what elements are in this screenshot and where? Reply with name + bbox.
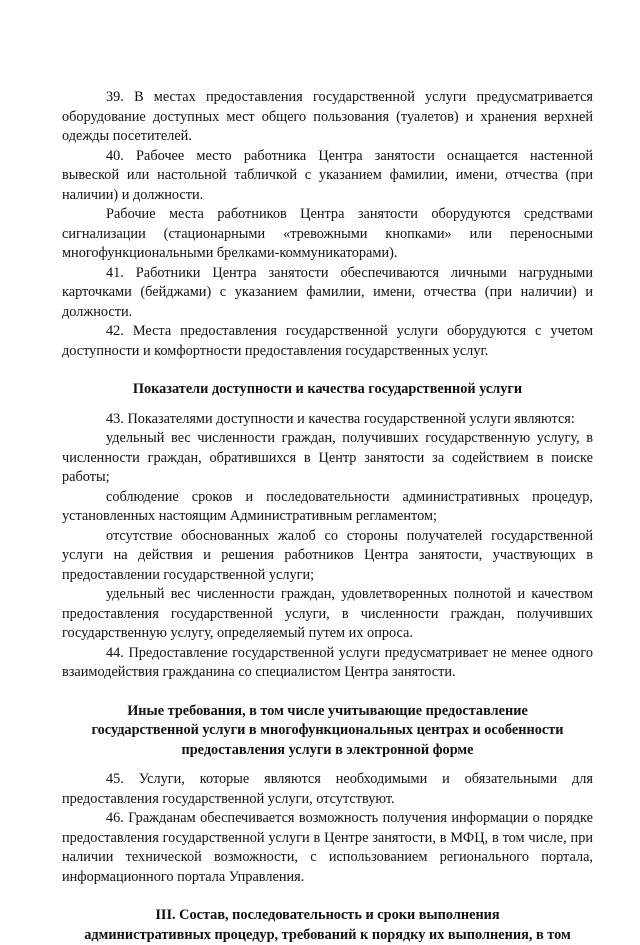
heading-line: административных процедур, требований к порядку их выполнения, в том (62, 926, 593, 945)
section-heading-accessibility: Показатели доступности и качества государственной услуги (62, 380, 593, 400)
paragraph-43-item-3: отсутствие обоснованных жалоб со стороны получателей государственной услуги на действия и решения работников Центра занятости, участвующих в предоставлении государственной услуги; (62, 527, 593, 586)
paragraph-41: 41. Работники Центра занятости обеспечиваются личными нагрудными карточками (бейджами) с указанием фамилии, имени, отчества (при наличии) и должности. (62, 264, 593, 323)
paragraph-45: 45. Услуги, которые являются необходимыми и обязательными для предоставления государственной услуги, отсутствуют. (62, 770, 593, 809)
paragraph-43-item-2: соблюдение сроков и последовательности административных процедур, установленных настоящим Административным регламентом; (62, 488, 593, 527)
paragraph-40-alarm: Рабочие места работников Центра занятости оборудуются средствами сигнализации (стационарными «тревожными кнопками» или переносными многофункциональными брелками-коммуникаторами). (62, 205, 593, 264)
section-heading-iii (62, 906, 593, 945)
paragraph-46: 46. Гражданам обеспечивается возможность получения информации о порядке предоставления государственной услуги в Центре занятости, в МФЦ, в том числе, при наличии технической возможности, с использованием регионального портала, информационного портала Управления. (62, 809, 593, 887)
paragraph-44: 44. Предоставление государственной услуги предусматривает не менее одного взаимодействия гражданина со специалистом Центра занятости. (62, 644, 593, 683)
heading-line: Иные требования, в том числе учитывающие предоставление (62, 702, 593, 722)
paragraph-39: 39. В местах предоставления государственной услуги предусматривается оборудование доступных мест общего пользования (туалетов) и хранения верхней одежды посетителей. (62, 88, 593, 147)
paragraph-43: 43. Показателями доступности и качества государственной услуги являются: (62, 410, 593, 430)
heading-line: государственной услуги в многофункциональных центрах и особенности (62, 721, 593, 741)
paragraph-42: 42. Места предоставления государственной услуги оборудуются с учетом доступности и комфортности предоставления государственных услуг. (62, 322, 593, 361)
heading-line: III. Состав, последовательность и сроки выполнения (62, 906, 593, 926)
heading-line: предоставления услуги в электронной форме (62, 741, 593, 761)
paragraph-43-item-4: удельный вес численности граждан, удовлетворенных полнотой и качеством предоставления государственной услуги, в численности граждан, получивших государственную услугу, определяемый путем их опроса. (62, 585, 593, 644)
document-body (62, 88, 593, 945)
section-heading-other-requirements (62, 702, 593, 761)
paragraph-43-item-1: удельный вес численности граждан, получивших государственную услугу, в численности граждан, обратившихся в Центр занятости за содействием в поиске работы; (62, 429, 593, 488)
paragraph-40: 40. Рабочее место работника Центра занятости оснащается настенной вывеской или настольной табличкой с указанием фамилии, имени, отчества (при наличии) и должности. (62, 147, 593, 206)
